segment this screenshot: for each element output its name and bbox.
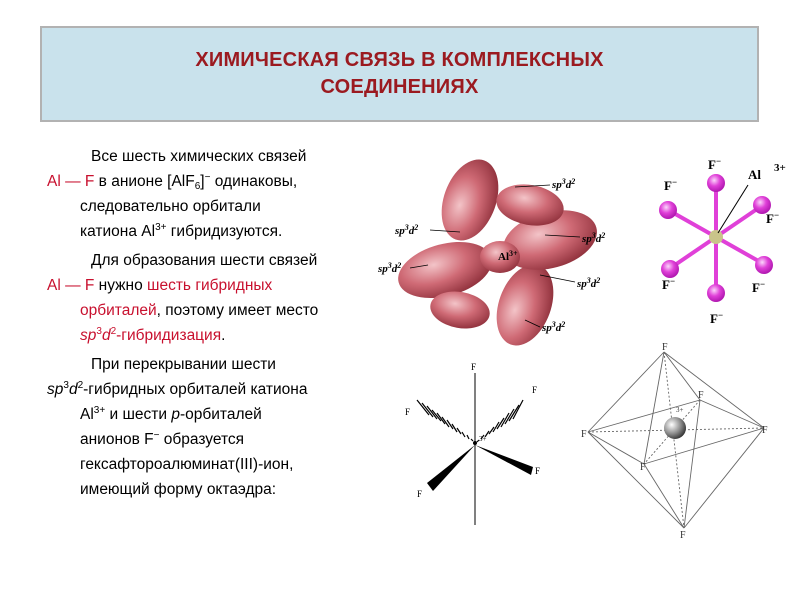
ligand-label: F−: [664, 177, 678, 193]
fluorine-ball: [659, 201, 677, 219]
vertex-label: F: [680, 530, 686, 541]
ligand-label: F: [405, 407, 411, 417]
title-line-2: СОЕДИНЕНИЯХ: [320, 76, 479, 98]
vertex-label: F: [581, 429, 587, 440]
text-line: $sp^3d^2$-гибридизация.: [80, 326, 226, 344]
text-line: Al — F в анионе [AlF$_6$]− одинаковы,: [47, 172, 298, 192]
text-line: следовательно орбитали: [80, 198, 261, 215]
wedge-hash-model: [395, 355, 555, 535]
text-line: гексафтороалюминат(III)-ион,: [80, 456, 294, 473]
orbital-label: $sp^3d^2$: [378, 261, 402, 275]
text-line: Для образования шести связей: [91, 252, 318, 269]
ligand-label: F−: [708, 156, 722, 172]
center-label: Al: [748, 167, 761, 182]
ligand-label: F−: [766, 210, 780, 226]
ligand-label: F−: [662, 276, 676, 292]
aluminium-ball: [664, 417, 686, 439]
text-line: При перекрывании шести: [91, 356, 276, 373]
ligand-label: F−: [710, 310, 724, 326]
vertex-label: F: [762, 425, 768, 436]
text-line: орбиталей, поэтому имеет место: [80, 302, 319, 319]
vertex-label: F: [640, 462, 646, 473]
title-banner: [40, 26, 759, 122]
vertex-label: F: [662, 342, 668, 353]
vertex-label: F: [698, 390, 704, 401]
ligand-label: F: [532, 385, 538, 395]
text-line: Все шесть химических связей: [91, 148, 307, 165]
center-atom-label: $Al^{3+}$: [498, 249, 518, 263]
text-line: $sp^3d^2$-гибридных орбиталей катиона: [47, 380, 308, 398]
ligand-label: F−: [752, 279, 766, 295]
wedge-bond: [427, 445, 475, 491]
title-line-1: ХИМИЧЕСКАЯ СВЯЗЬ В КОМПЛЕКСНЫХ: [195, 49, 604, 71]
text-line: анионов F− образуется: [80, 430, 245, 448]
center-charge: 3+: [676, 406, 684, 414]
fluorine-ball: [755, 256, 773, 274]
ligand-label: F: [535, 466, 541, 476]
fluorine-ball: [707, 174, 725, 192]
octahedron-model: [578, 340, 778, 540]
orbital-diagram: [380, 160, 650, 345]
orbital-label: $sp^3d^2$: [395, 223, 419, 237]
ligand-label: F: [417, 489, 423, 499]
ligand-label: F: [471, 362, 477, 372]
ball-stick-model: [648, 155, 798, 335]
orbital-label: $sp^3d^2$: [577, 276, 601, 290]
aluminium-ball: [709, 230, 723, 244]
center-charge: 3+: [774, 162, 786, 174]
fluorine-ball: [707, 284, 725, 302]
orbital-label: $sp^3d^2$: [552, 177, 576, 191]
text-line: имеющий форму октаэдра:: [80, 481, 277, 498]
orbital-label: $sp^3d^2$: [582, 231, 606, 245]
orbital-label: $sp^3d^2$: [542, 320, 566, 334]
text-line: Al — F нужно шесть гибридных: [47, 277, 273, 294]
wedge-bond: [475, 445, 533, 475]
text-line: катиона $Al^{3+}$ гибридизуются.: [80, 222, 283, 240]
text-line: $Al^{3+}$ и шести p-орбиталей: [80, 405, 262, 423]
center-charge: 3+: [479, 435, 487, 443]
